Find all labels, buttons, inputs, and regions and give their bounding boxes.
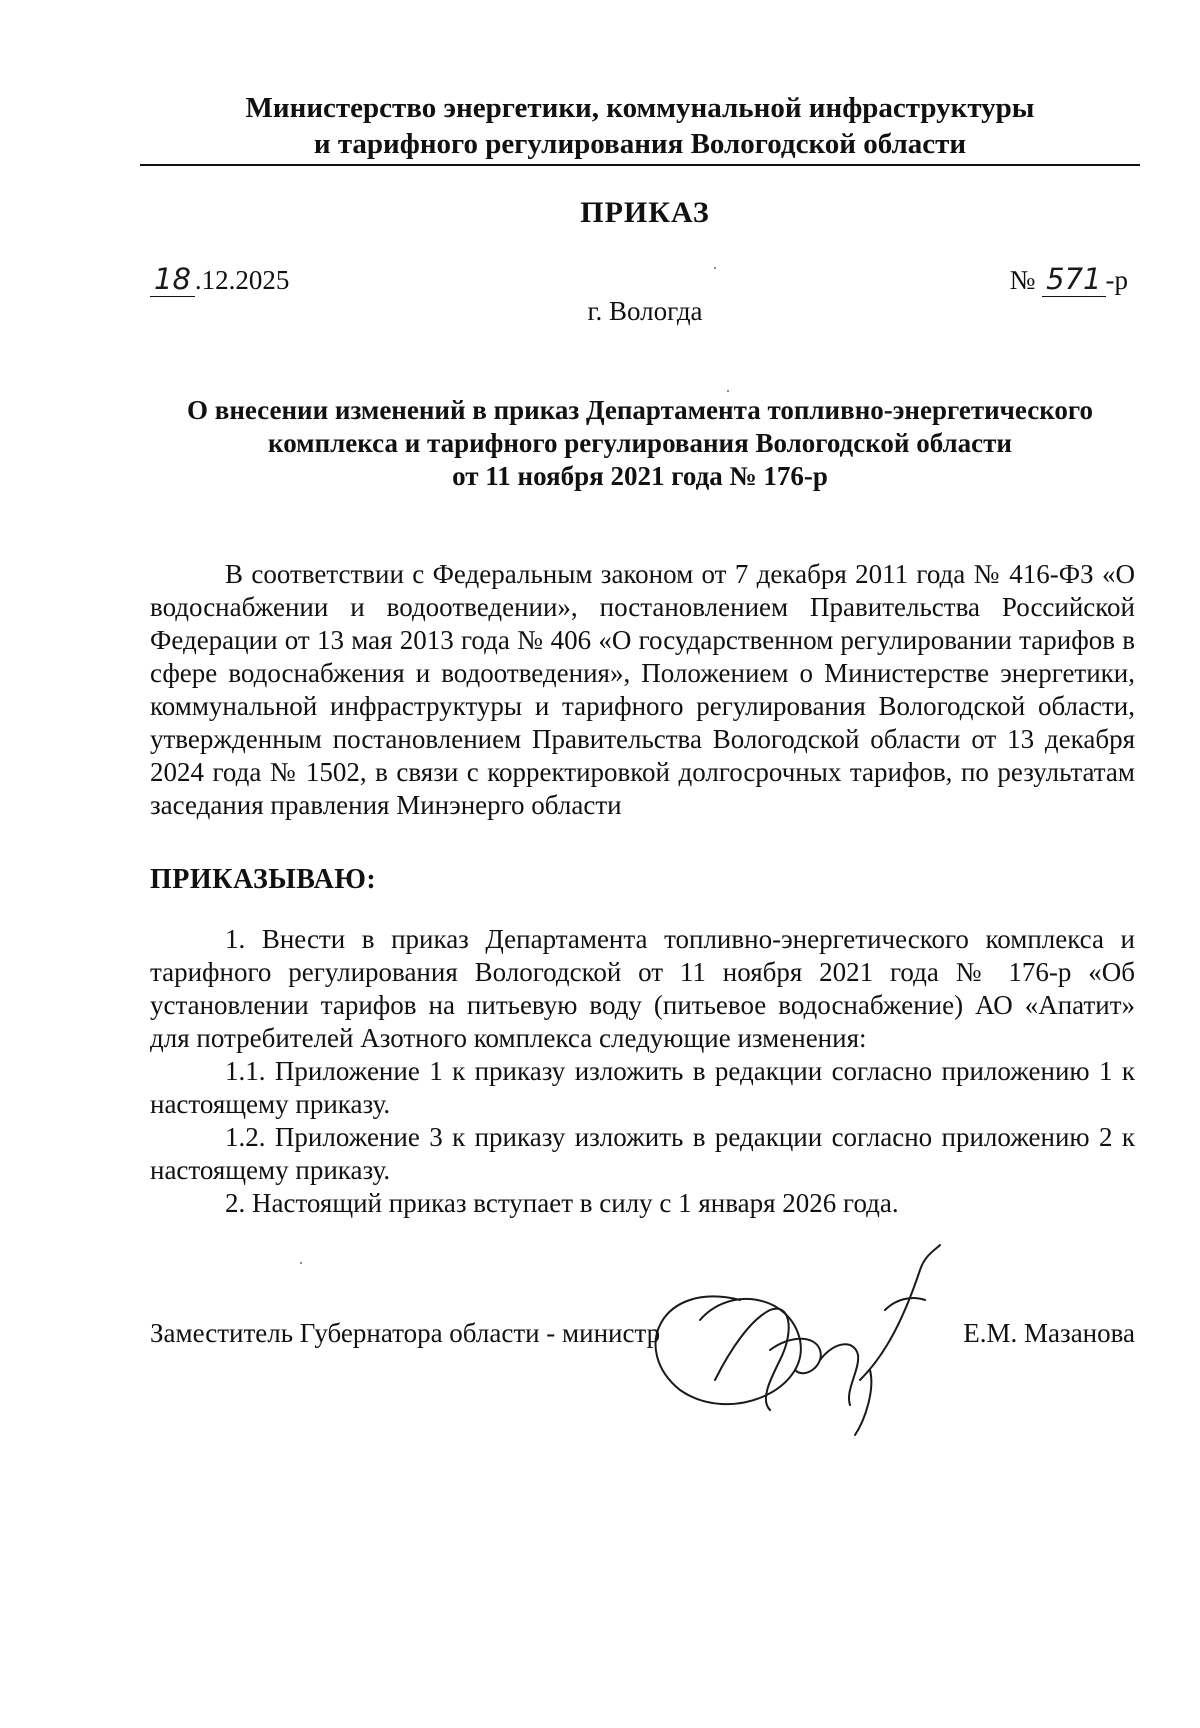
order-word: ПРИКАЗЫВАЮ: bbox=[150, 864, 377, 895]
header-divider bbox=[140, 164, 1140, 166]
order-item-1-2: 1.2. Приложение 3 к приказу изложить в редакции согласно приложению 2 к настоящему приказу. bbox=[150, 1122, 1135, 1185]
document-type: ПРИКАЗ bbox=[580, 196, 710, 229]
date-rest: .12.2025 bbox=[194, 265, 290, 295]
date-day-handwritten: 18 bbox=[150, 262, 195, 297]
signatory-name: Е.М. Мазанова bbox=[963, 1318, 1135, 1348]
number-suffix: -р bbox=[1105, 265, 1128, 295]
title-line3: от 11 ноября 2021 года № 176-р bbox=[452, 461, 828, 491]
number-prefix: № bbox=[1009, 265, 1043, 295]
order-item-1: 1. Внести в приказ Департамента топливно-энергетического комплекса и тарифного регулирования Вологодской от 11 ноября 2021 года № 176-р «Об установлении тарифов на питьевую воду (питьевое водоснабжение) АО «Апатит» для потребителей Азотного комплекса следующие изменения: bbox=[150, 924, 1135, 1053]
document-title bbox=[140, 394, 1140, 493]
document-number bbox=[1010, 262, 1128, 296]
scan-speck bbox=[714, 267, 716, 269]
ministry-header-line2: и тарифного регулирования Вологодской области bbox=[313, 128, 967, 160]
scan-speck bbox=[300, 1262, 302, 1264]
title-line2: комплекса и тарифного регулирования Вологодской области bbox=[268, 428, 1012, 458]
order-item-1-1: 1.1. Приложение 1 к приказу изложить в редакции согласно приложению 1 к настоящему приказу. bbox=[150, 1056, 1135, 1119]
signatory-position: Заместитель Губернатора области - министр bbox=[150, 1318, 661, 1348]
scan-speck bbox=[727, 390, 729, 392]
ministry-header bbox=[140, 90, 1140, 162]
preamble-paragraph: В соответствии с Федеральным законом от 7 декабря 2011 года № 416-ФЗ «О водоснабжении и водоотведении», постановлением Правительства Российской Федерации от 13 мая 2013 года № 406 «О государственном регулировании тарифов в сфере водоснабжения и водоотведения», Положением о Министерстве энергетики, коммунальной инфраструктуры и тарифного регулирования Вологодской области, утвержденным постановлением Правительства Вологодской области от 13 декабря 2024 года № 1502, в связи с корректировкой долгосрочных тарифов, по результатам заседания правления Минэнерго области bbox=[150, 559, 1135, 820]
handwritten-signature bbox=[620, 1240, 950, 1440]
city: г. Вологда bbox=[587, 296, 703, 326]
number-handwritten: 571 bbox=[1042, 262, 1105, 297]
document-date bbox=[150, 262, 289, 296]
order-item-2: 2. Настоящий приказ вступает в силу с 1 января 2026 года. bbox=[225, 1188, 899, 1218]
order-items bbox=[150, 923, 1135, 1220]
title-line1: О внесении изменений в приказ Департамента топливно-энергетического bbox=[186, 395, 1093, 425]
ministry-header-line1: Министерство энергетики, коммунальной инфраструктуры bbox=[245, 92, 1035, 124]
